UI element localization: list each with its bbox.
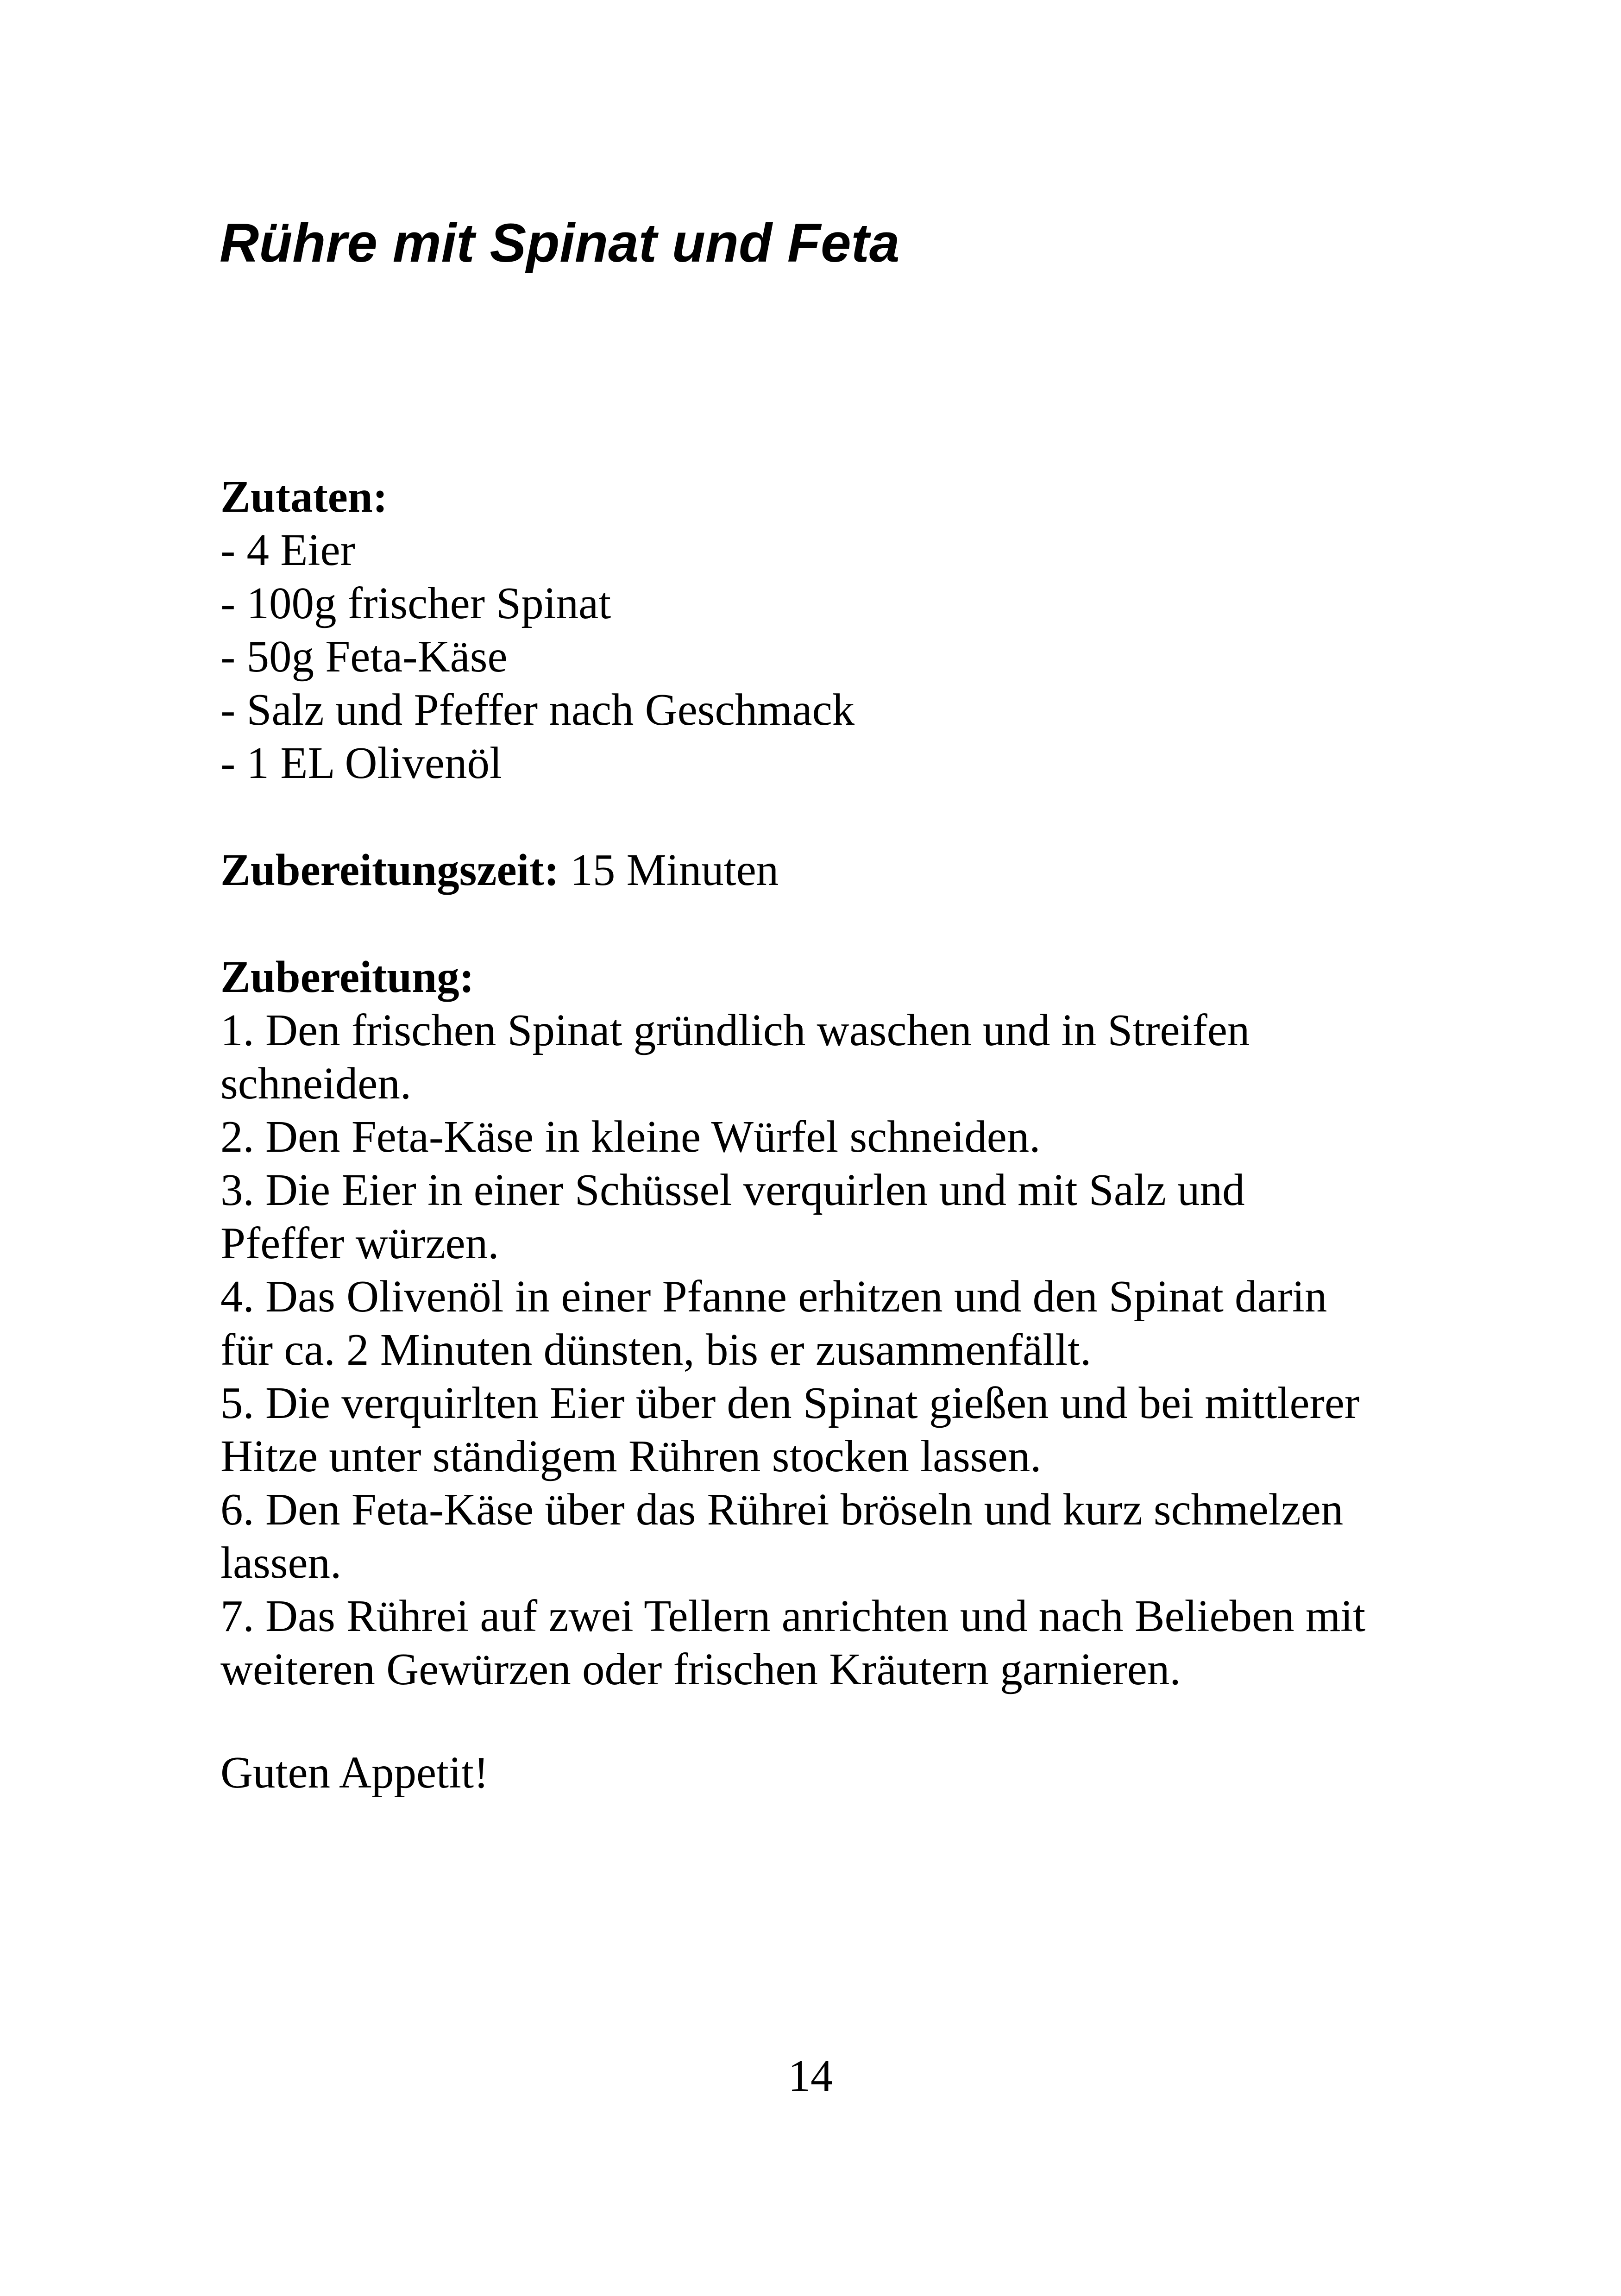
preparation-line: 6. Den Feta-Käse über das Rührei bröseln und kurz schmelzen [220, 1485, 1344, 1534]
preparation-line: weiteren Gewürzen oder frischen Kräutern garnieren. [220, 1644, 1181, 1694]
ingredient-item: - 50g Feta-Käse [220, 632, 508, 681]
page-number: 14 [788, 2051, 833, 2101]
ingredient-item: - 100g frischer Spinat [220, 578, 611, 628]
ingredient-item: - Salz und Pfeffer nach Geschmack [220, 685, 855, 734]
prep-time-section [220, 843, 1425, 897]
prep-time-value: 15 Minuten [570, 845, 779, 895]
preparation-section [220, 950, 1425, 1696]
ingredient-item: - 4 Eier [220, 525, 355, 575]
ingredient-item: - 1 EL Olivenöl [220, 738, 502, 788]
preparation-line: 7. Das Rührei auf zwei Tellern anrichten und nach Belieben mit [220, 1591, 1366, 1641]
recipe-title: Rühre mit Spinat und Feta [220, 213, 900, 274]
preparation-line: Hitze unter ständigem Rühren stocken lassen. [220, 1431, 1042, 1481]
preparation-line: lassen. [220, 1538, 342, 1587]
closing-text: Guten Appetit! [220, 1748, 489, 1797]
preparation-line: Pfeffer würzen. [220, 1218, 499, 1268]
preparation-line: 1. Den frischen Spinat gründlich waschen und in Streifen [220, 1005, 1250, 1055]
preparation-line: 4. Das Olivenöl in einer Pfanne erhitzen und den Spinat darin [220, 1272, 1327, 1321]
prep-time-label: Zubereitungszeit: [220, 845, 559, 895]
preparation-line: schneiden. [220, 1059, 412, 1108]
preparation-line: 3. Die Eier in einer Schüssel verquirlen und mit Salz und [220, 1165, 1245, 1215]
ingredients-heading: Zutaten: [220, 472, 388, 521]
preparation-heading: Zubereitung: [220, 952, 474, 1002]
preparation-line: 5. Die verquirlten Eier über den Spinat gießen und bei mittlerer [220, 1378, 1360, 1428]
ingredients-section [220, 470, 1425, 790]
preparation-line: 2. Den Feta-Käse in kleine Würfel schneiden. [220, 1112, 1041, 1161]
preparation-line: für ca. 2 Minuten dünsten, bis er zusammenfällt. [220, 1325, 1092, 1374]
